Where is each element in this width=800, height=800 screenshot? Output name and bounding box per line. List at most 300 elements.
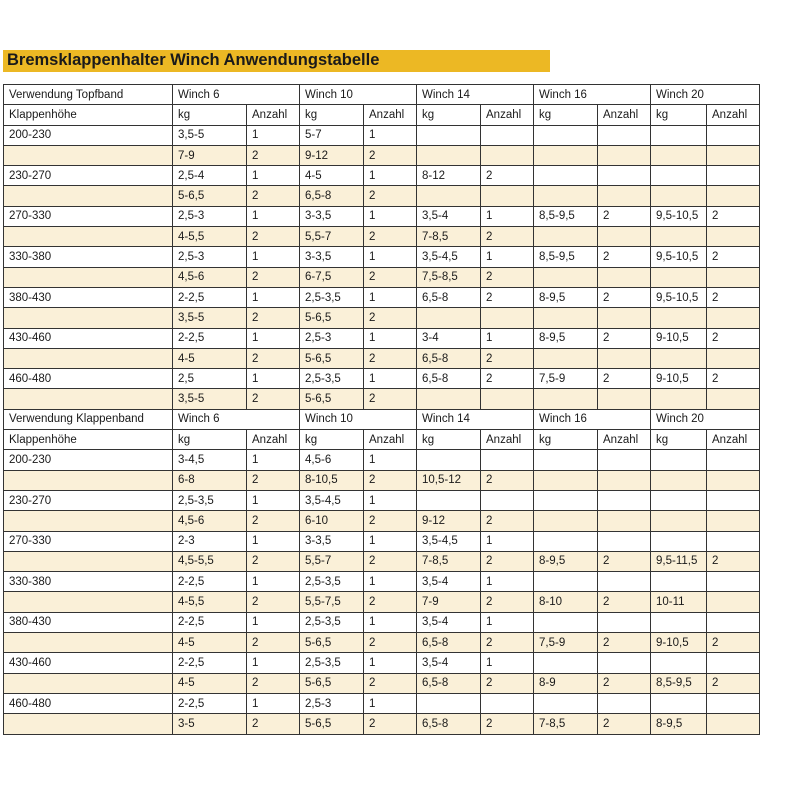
kg-cell: 5,5-7 <box>300 227 364 247</box>
kg-cell: 2,5-3,5 <box>300 287 364 307</box>
anzahl-cell: 1 <box>247 653 300 673</box>
table-row <box>4 348 760 368</box>
anzahl-cell: 1 <box>247 693 300 713</box>
kg-cell: 5-6,5 <box>300 389 364 409</box>
kg-cell: 3-4,5 <box>173 450 247 470</box>
kg-cell: 2-2,5 <box>173 653 247 673</box>
kg-cell: 4,5-6 <box>300 450 364 470</box>
klappenhoehe-cell: 270-330 <box>4 206 173 226</box>
klappenhoehe-cell <box>4 389 173 409</box>
anzahl-cell: 2 <box>707 633 760 653</box>
anzahl-cell: 2 <box>247 633 300 653</box>
kg-cell <box>417 389 481 409</box>
kg-cell <box>534 531 598 551</box>
kg-cell: 9,5-11,5 <box>651 551 707 571</box>
kg-cell: 8-12 <box>417 166 481 186</box>
table-row <box>4 511 760 531</box>
anzahl-cell <box>707 653 760 673</box>
kg-cell: 7,5-8,5 <box>417 267 481 287</box>
anzahl-cell: 1 <box>364 125 417 145</box>
table-row <box>4 369 760 389</box>
klappenhoehe-cell <box>4 267 173 287</box>
kg-cell <box>417 490 481 510</box>
table-body <box>4 85 760 735</box>
table-row <box>4 247 760 267</box>
table-row <box>4 572 760 592</box>
anzahl-cell <box>598 653 651 673</box>
winch-header: Winch 10 <box>300 409 417 429</box>
anzahl-cell <box>598 511 651 531</box>
kg-cell: 3-3,5 <box>300 247 364 267</box>
anzahl-cell <box>481 308 534 328</box>
anzahl-cell: 2 <box>247 551 300 571</box>
klappenhoehe-cell <box>4 592 173 612</box>
anzahl-column-header: Anzahl <box>598 105 651 125</box>
anzahl-cell: 1 <box>364 247 417 267</box>
anzahl-cell: 1 <box>247 125 300 145</box>
anzahl-cell <box>598 166 651 186</box>
klappenhoehe-cell <box>4 633 173 653</box>
klappenhoehe-cell <box>4 511 173 531</box>
table-title: Bremsklappenhalter Winch Anwendungstabelle <box>7 51 380 69</box>
anzahl-cell <box>707 572 760 592</box>
row-header-label: Klappenhöhe <box>4 430 173 450</box>
kg-cell <box>534 308 598 328</box>
anzahl-cell <box>598 531 651 551</box>
anzahl-cell: 1 <box>247 247 300 267</box>
kg-cell: 8,5-9,5 <box>534 206 598 226</box>
anzahl-cell <box>598 308 651 328</box>
kg-cell <box>651 572 707 592</box>
anzahl-cell: 1 <box>481 247 534 267</box>
winch-header: Winch 10 <box>300 85 417 105</box>
anzahl-cell: 2 <box>481 227 534 247</box>
kg-column-header: kg <box>300 105 364 125</box>
anzahl-cell: 2 <box>247 673 300 693</box>
kg-cell: 6,5-8 <box>417 673 481 693</box>
kg-cell: 8,5-9,5 <box>651 673 707 693</box>
kg-cell: 3-3,5 <box>300 531 364 551</box>
kg-cell <box>651 490 707 510</box>
anzahl-cell <box>481 450 534 470</box>
kg-cell: 4-5,5 <box>173 227 247 247</box>
klappenhoehe-cell: 380-430 <box>4 287 173 307</box>
anzahl-cell <box>707 490 760 510</box>
anzahl-cell: 2 <box>364 633 417 653</box>
anzahl-cell <box>598 693 651 713</box>
kg-cell: 2,5-3,5 <box>300 369 364 389</box>
anzahl-cell: 2 <box>598 206 651 226</box>
klappenhoehe-cell: 270-330 <box>4 531 173 551</box>
kg-cell <box>534 125 598 145</box>
table-row <box>4 267 760 287</box>
anzahl-cell: 2 <box>481 348 534 368</box>
anzahl-cell: 1 <box>364 287 417 307</box>
anzahl-cell: 1 <box>247 369 300 389</box>
anzahl-cell: 2 <box>364 389 417 409</box>
winch-header: Winch 6 <box>173 409 300 429</box>
anzahl-cell: 2 <box>598 551 651 571</box>
anzahl-cell: 2 <box>598 369 651 389</box>
anzahl-cell: 2 <box>707 206 760 226</box>
kg-cell: 8-9,5 <box>534 287 598 307</box>
kg-cell <box>534 227 598 247</box>
kg-cell: 3,5-4 <box>417 653 481 673</box>
section-label: Verwendung Topfband <box>4 85 173 105</box>
anzahl-cell: 1 <box>364 490 417 510</box>
anzahl-cell: 1 <box>481 653 534 673</box>
anzahl-cell: 1 <box>364 166 417 186</box>
anzahl-cell <box>707 308 760 328</box>
kg-cell: 7-8,5 <box>417 551 481 571</box>
anzahl-cell <box>707 470 760 490</box>
anzahl-cell: 1 <box>364 653 417 673</box>
anzahl-cell: 1 <box>364 369 417 389</box>
anzahl-cell <box>481 490 534 510</box>
anzahl-cell: 1 <box>364 531 417 551</box>
kg-cell <box>651 511 707 531</box>
anzahl-cell <box>598 145 651 165</box>
kg-cell: 9,5-10,5 <box>651 287 707 307</box>
table-row <box>4 592 760 612</box>
anzahl-cell: 2 <box>364 348 417 368</box>
kg-cell <box>534 348 598 368</box>
kg-cell: 2,5-3,5 <box>173 490 247 510</box>
kg-cell <box>651 653 707 673</box>
kg-cell: 6,5-8 <box>417 714 481 734</box>
table-row <box>4 308 760 328</box>
table-row <box>4 186 760 206</box>
table-row <box>4 166 760 186</box>
column-header-row <box>4 105 760 125</box>
kg-cell: 2-3 <box>173 531 247 551</box>
anzahl-column-header: Anzahl <box>481 430 534 450</box>
anzahl-cell <box>707 267 760 287</box>
anzahl-cell <box>707 389 760 409</box>
kg-cell <box>651 389 707 409</box>
kg-cell <box>417 450 481 470</box>
klappenhoehe-cell: 200-230 <box>4 125 173 145</box>
anzahl-cell <box>598 470 651 490</box>
anzahl-cell: 2 <box>364 714 417 734</box>
kg-cell: 3,5-5 <box>173 389 247 409</box>
winch-header: Winch 16 <box>534 409 651 429</box>
table-row <box>4 145 760 165</box>
kg-cell: 9,5-10,5 <box>651 206 707 226</box>
anzahl-cell: 1 <box>364 693 417 713</box>
kg-cell <box>651 125 707 145</box>
anzahl-cell: 2 <box>598 328 651 348</box>
winch-header: Winch 20 <box>651 409 760 429</box>
kg-cell: 9-12 <box>417 511 481 531</box>
anzahl-cell: 2 <box>707 673 760 693</box>
kg-cell: 9,5-10,5 <box>651 247 707 267</box>
anzahl-cell: 2 <box>481 551 534 571</box>
anzahl-cell: 2 <box>598 633 651 653</box>
table-row <box>4 673 760 693</box>
kg-cell: 3-4 <box>417 328 481 348</box>
kg-cell: 2,5-3,5 <box>300 653 364 673</box>
anzahl-cell: 2 <box>707 551 760 571</box>
anzahl-cell: 2 <box>247 348 300 368</box>
klappenhoehe-cell: 230-270 <box>4 166 173 186</box>
kg-cell: 5,5-7,5 <box>300 592 364 612</box>
winch-header: Winch 16 <box>534 85 651 105</box>
kg-cell <box>534 511 598 531</box>
application-table <box>3 84 760 735</box>
table-row <box>4 633 760 653</box>
kg-cell: 2-2,5 <box>173 328 247 348</box>
kg-cell: 2-2,5 <box>173 693 247 713</box>
anzahl-cell: 1 <box>247 490 300 510</box>
anzahl-cell: 2 <box>364 592 417 612</box>
table-row <box>4 227 760 247</box>
anzahl-column-header: Anzahl <box>364 430 417 450</box>
anzahl-cell: 2 <box>707 287 760 307</box>
anzahl-cell <box>707 145 760 165</box>
anzahl-cell <box>707 612 760 632</box>
kg-cell: 5,5-7 <box>300 551 364 571</box>
kg-cell <box>651 145 707 165</box>
klappenhoehe-cell <box>4 348 173 368</box>
anzahl-cell: 2 <box>247 145 300 165</box>
kg-cell: 6,5-8 <box>300 186 364 206</box>
anzahl-column-header: Anzahl <box>364 105 417 125</box>
anzahl-cell <box>707 531 760 551</box>
table-row <box>4 125 760 145</box>
anzahl-column-header: Anzahl <box>247 430 300 450</box>
table-row <box>4 653 760 673</box>
anzahl-cell <box>707 166 760 186</box>
kg-cell <box>417 308 481 328</box>
kg-cell: 3,5-4,5 <box>417 531 481 551</box>
kg-cell: 5-6,5 <box>173 186 247 206</box>
kg-cell: 10,5-12 <box>417 470 481 490</box>
kg-cell <box>651 348 707 368</box>
anzahl-cell: 2 <box>598 592 651 612</box>
anzahl-cell <box>598 612 651 632</box>
kg-cell: 9-10,5 <box>651 369 707 389</box>
anzahl-cell: 2 <box>247 267 300 287</box>
anzahl-cell: 1 <box>481 531 534 551</box>
anzahl-cell: 1 <box>247 572 300 592</box>
anzahl-cell: 2 <box>364 551 417 571</box>
klappenhoehe-cell <box>4 186 173 206</box>
anzahl-cell <box>598 389 651 409</box>
kg-cell: 7-8,5 <box>534 714 598 734</box>
kg-column-header: kg <box>417 105 481 125</box>
anzahl-cell <box>598 227 651 247</box>
anzahl-cell: 2 <box>481 267 534 287</box>
klappenhoehe-cell <box>4 145 173 165</box>
klappenhoehe-cell: 460-480 <box>4 369 173 389</box>
anzahl-cell <box>481 693 534 713</box>
anzahl-cell <box>707 450 760 470</box>
anzahl-cell: 2 <box>481 166 534 186</box>
kg-cell: 2-2,5 <box>173 612 247 632</box>
table-row <box>4 287 760 307</box>
anzahl-cell: 1 <box>364 450 417 470</box>
anzahl-cell: 1 <box>247 166 300 186</box>
kg-cell: 4,5-6 <box>173 267 247 287</box>
anzahl-cell: 2 <box>247 511 300 531</box>
anzahl-cell: 1 <box>364 612 417 632</box>
klappenhoehe-cell: 380-430 <box>4 612 173 632</box>
anzahl-cell: 2 <box>247 592 300 612</box>
kg-column-header: kg <box>651 105 707 125</box>
anzahl-cell: 2 <box>481 633 534 653</box>
kg-cell <box>651 531 707 551</box>
anzahl-cell: 2 <box>364 145 417 165</box>
kg-cell <box>534 693 598 713</box>
kg-cell: 8-10,5 <box>300 470 364 490</box>
anzahl-cell: 2 <box>364 511 417 531</box>
table-row <box>4 612 760 632</box>
kg-cell <box>534 389 598 409</box>
kg-column-header: kg <box>173 105 247 125</box>
klappenhoehe-cell <box>4 551 173 571</box>
kg-cell: 4,5-5,5 <box>173 551 247 571</box>
kg-cell: 7-8,5 <box>417 227 481 247</box>
kg-cell: 6,5-8 <box>417 348 481 368</box>
table-row <box>4 714 760 734</box>
kg-column-header: kg <box>417 430 481 450</box>
kg-cell: 3-5 <box>173 714 247 734</box>
kg-cell: 8-9,5 <box>534 328 598 348</box>
kg-cell: 5-6,5 <box>300 308 364 328</box>
table-row <box>4 389 760 409</box>
anzahl-cell: 1 <box>247 531 300 551</box>
table-row <box>4 490 760 510</box>
anzahl-cell: 2 <box>247 186 300 206</box>
anzahl-cell <box>707 511 760 531</box>
kg-cell: 7-9 <box>173 145 247 165</box>
anzahl-cell: 2 <box>598 714 651 734</box>
anzahl-cell: 2 <box>364 308 417 328</box>
anzahl-cell: 2 <box>247 389 300 409</box>
anzahl-cell: 2 <box>707 328 760 348</box>
anzahl-cell <box>707 186 760 206</box>
column-header-row <box>4 430 760 450</box>
anzahl-cell: 2 <box>247 308 300 328</box>
anzahl-column-header: Anzahl <box>707 430 760 450</box>
kg-cell <box>534 470 598 490</box>
klappenhoehe-cell: 430-460 <box>4 653 173 673</box>
anzahl-cell <box>598 572 651 592</box>
winch-header: Winch 20 <box>651 85 760 105</box>
kg-cell: 3,5-4 <box>417 572 481 592</box>
kg-cell: 3,5-4,5 <box>300 490 364 510</box>
anzahl-cell: 1 <box>247 450 300 470</box>
anzahl-cell <box>707 125 760 145</box>
kg-cell: 6,5-8 <box>417 633 481 653</box>
anzahl-cell: 2 <box>481 592 534 612</box>
anzahl-cell: 1 <box>481 572 534 592</box>
kg-cell: 2-2,5 <box>173 572 247 592</box>
klappenhoehe-cell: 330-380 <box>4 247 173 267</box>
kg-cell <box>651 693 707 713</box>
anzahl-cell: 2 <box>481 369 534 389</box>
kg-cell <box>651 450 707 470</box>
kg-cell: 2,5-4 <box>173 166 247 186</box>
anzahl-cell: 1 <box>247 328 300 348</box>
klappenhoehe-cell: 200-230 <box>4 450 173 470</box>
anzahl-cell <box>707 592 760 612</box>
anzahl-cell: 1 <box>247 612 300 632</box>
anzahl-cell: 2 <box>707 369 760 389</box>
kg-cell: 7-9 <box>417 592 481 612</box>
kg-cell: 3,5-4 <box>417 206 481 226</box>
kg-cell: 5-6,5 <box>300 348 364 368</box>
kg-cell: 8-9,5 <box>651 714 707 734</box>
kg-cell: 8-9,5 <box>534 551 598 571</box>
table-row <box>4 328 760 348</box>
kg-cell: 8-9 <box>534 673 598 693</box>
kg-cell <box>534 653 598 673</box>
kg-cell: 2-2,5 <box>173 287 247 307</box>
anzahl-column-header: Anzahl <box>707 105 760 125</box>
kg-cell: 3,5-4 <box>417 612 481 632</box>
kg-cell: 2,5-3,5 <box>300 572 364 592</box>
anzahl-cell <box>598 348 651 368</box>
klappenhoehe-cell: 430-460 <box>4 328 173 348</box>
klappenhoehe-cell: 330-380 <box>4 572 173 592</box>
table-row <box>4 470 760 490</box>
table-row <box>4 206 760 226</box>
kg-cell: 6-7,5 <box>300 267 364 287</box>
kg-cell <box>417 125 481 145</box>
anzahl-cell <box>707 693 760 713</box>
anzahl-cell: 1 <box>247 206 300 226</box>
kg-cell: 5-6,5 <box>300 673 364 693</box>
anzahl-cell <box>598 267 651 287</box>
klappenhoehe-cell <box>4 673 173 693</box>
kg-cell: 5-6,5 <box>300 714 364 734</box>
anzahl-cell: 1 <box>481 206 534 226</box>
table-row <box>4 450 760 470</box>
kg-cell: 2,5-3 <box>173 247 247 267</box>
anzahl-cell: 2 <box>598 673 651 693</box>
anzahl-column-header: Anzahl <box>481 105 534 125</box>
section-header-row <box>4 85 760 105</box>
kg-cell: 2,5 <box>173 369 247 389</box>
section-header-row <box>4 409 760 429</box>
anzahl-cell: 2 <box>247 714 300 734</box>
anzahl-column-header: Anzahl <box>598 430 651 450</box>
kg-cell: 4-5,5 <box>173 592 247 612</box>
anzahl-cell <box>481 389 534 409</box>
kg-cell: 4-5 <box>173 673 247 693</box>
kg-cell: 9-12 <box>300 145 364 165</box>
kg-cell <box>534 572 598 592</box>
kg-cell: 4-5 <box>300 166 364 186</box>
kg-cell: 3,5-5 <box>173 308 247 328</box>
kg-cell: 3,5-4,5 <box>417 247 481 267</box>
anzahl-cell: 1 <box>364 206 417 226</box>
anzahl-cell: 2 <box>481 714 534 734</box>
kg-cell: 10-11 <box>651 592 707 612</box>
kg-cell <box>651 166 707 186</box>
anzahl-cell: 1 <box>364 328 417 348</box>
anzahl-column-header: Anzahl <box>247 105 300 125</box>
anzahl-cell: 2 <box>481 673 534 693</box>
kg-cell <box>417 693 481 713</box>
klappenhoehe-cell: 460-480 <box>4 693 173 713</box>
anzahl-cell: 2 <box>364 673 417 693</box>
anzahl-cell: 2 <box>598 287 651 307</box>
kg-column-header: kg <box>300 430 364 450</box>
table-row <box>4 531 760 551</box>
